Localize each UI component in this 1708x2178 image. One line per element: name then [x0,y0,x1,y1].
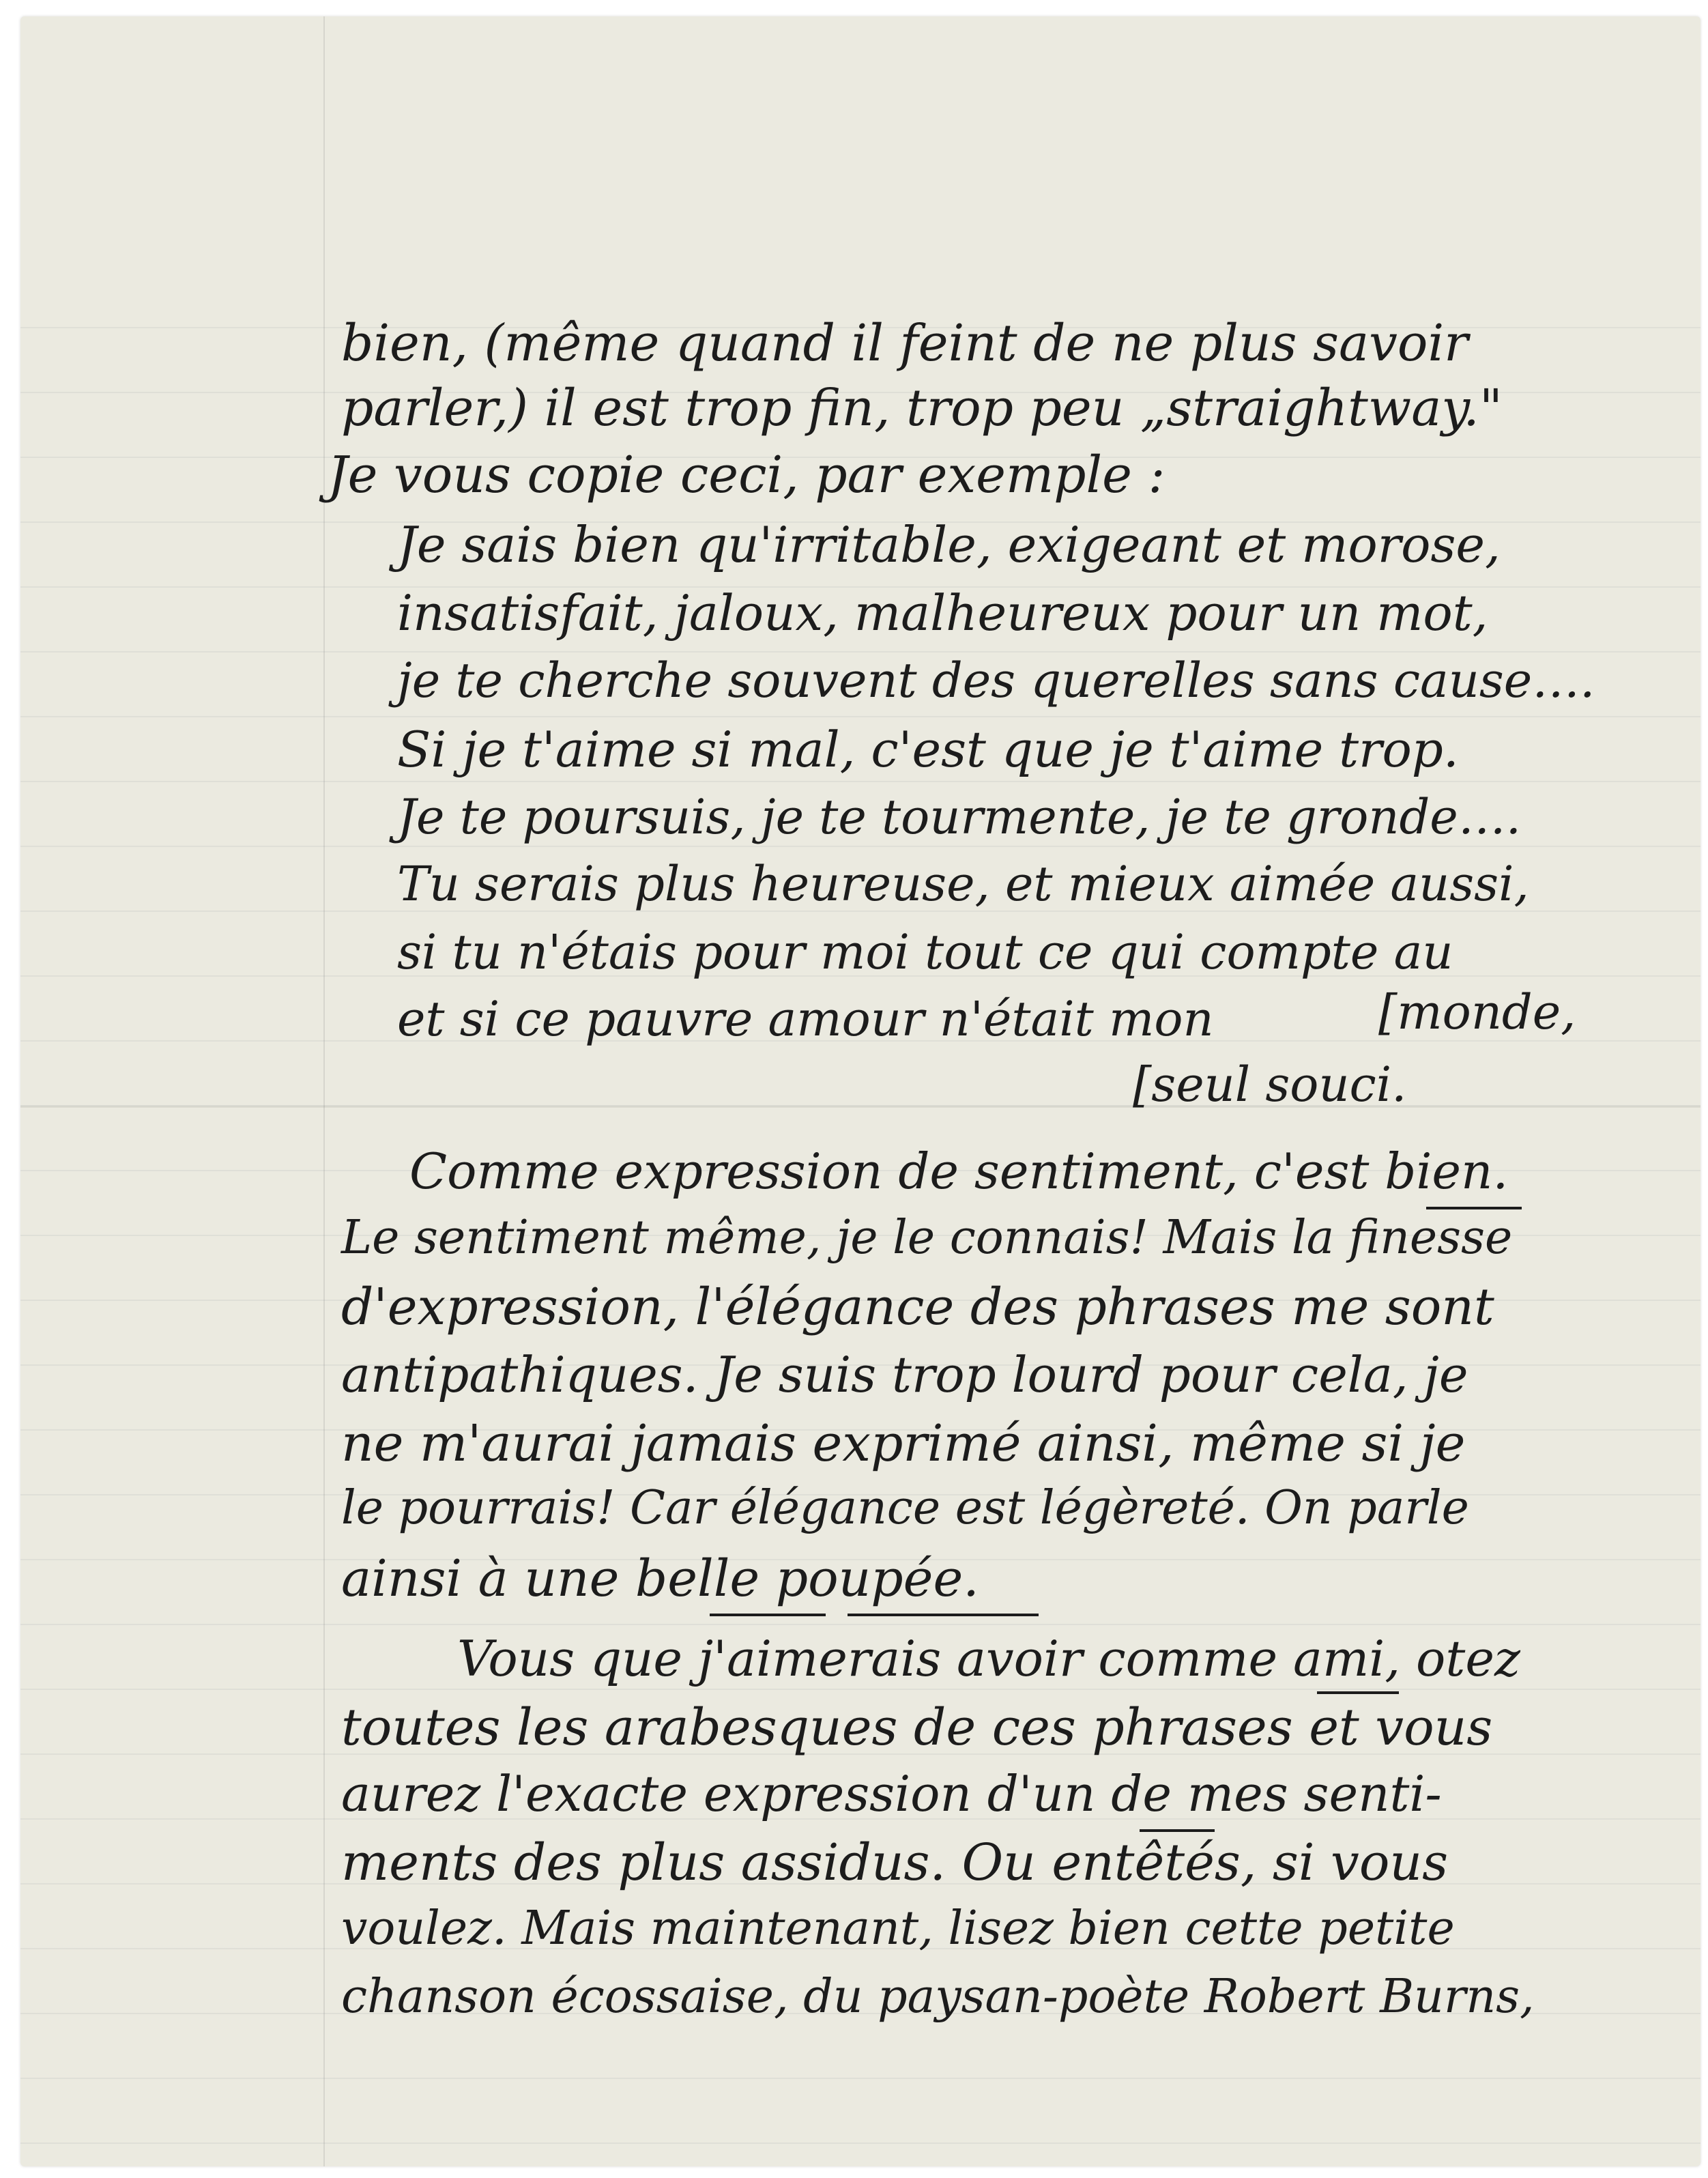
letter-line: Comme expression de sentiment, c'est bien. [409,1143,1509,1200]
letter-line: ments des plus assidus. Ou entêtés, si vous [341,1833,1449,1892]
underline-mes [1140,1829,1215,1832]
underline-ami [1317,1691,1399,1694]
poem-line: si tu n'étais pour moi tout ce qui compte au [397,924,1453,980]
letter-line: bien, (même quand il feint de ne plus savoir [341,314,1468,373]
letter-line: d'expression, l'élégance des phrases me sont [341,1278,1494,1336]
poem-line: et si ce pauvre amour n'était mon [397,991,1214,1047]
paper-fold [20,1106,1700,1108]
poem-line-continuation: [monde, [1378,984,1576,1040]
underline-belle [710,1614,826,1616]
letter-line: le pourrais! Car élégance est légèreté. On parle [341,1481,1469,1535]
letter-line: Vous que j'aimerais avoir comme ami, otez [457,1630,1520,1687]
letter-line: chanson écossaise, du paysan-poète Robert Burns, [341,1970,1535,2024]
letter-line: parler,) il est trop fin, trop peu „straightway." [341,379,1503,438]
letter-line: toutes les arabesques de ces phrases et vous [341,1698,1493,1757]
letter-line: Le sentiment même, je le connais! Mais la finesse [341,1211,1513,1265]
poem-line-continuation: [seul souci. [1133,1057,1407,1113]
underline-poupee [848,1614,1039,1616]
poem-line: Tu serais plus heureuse, et mieux aimée aussi, [397,856,1529,912]
letter-line: Je vous copie ceci, par exemple : [328,446,1166,504]
letter-line: ainsi à une belle poupée. [341,1549,979,1608]
letter-line: antipathiques. Je suis trop lourd pour cela, je [341,1346,1468,1403]
poem-line: Je te poursuis, je te tourmente, je te gronde…. [397,789,1521,845]
poem-line: Je sais bien qu'irritable, exigeant et morose, [397,516,1501,573]
letter-line: ne m'aurai jamais exprimé ainsi, même si je [341,1414,1466,1473]
poem-line: insatisfait, jaloux, malheureux pour un mot, [397,584,1488,642]
margin-line [323,16,325,2166]
underline-bien [1426,1207,1522,1209]
poem-line: je te cherche souvent des querelles sans cause…. [397,653,1595,708]
letter-line: voulez. Mais maintenant, lisez bien cette petite [341,1902,1455,1955]
poem-line: Si je t'aime si mal, c'est que je t'aime trop. [397,721,1459,778]
letter-line: aurez l'exacte expression d'un de mes senti- [341,1765,1442,1822]
letter-page [20,16,1700,2166]
